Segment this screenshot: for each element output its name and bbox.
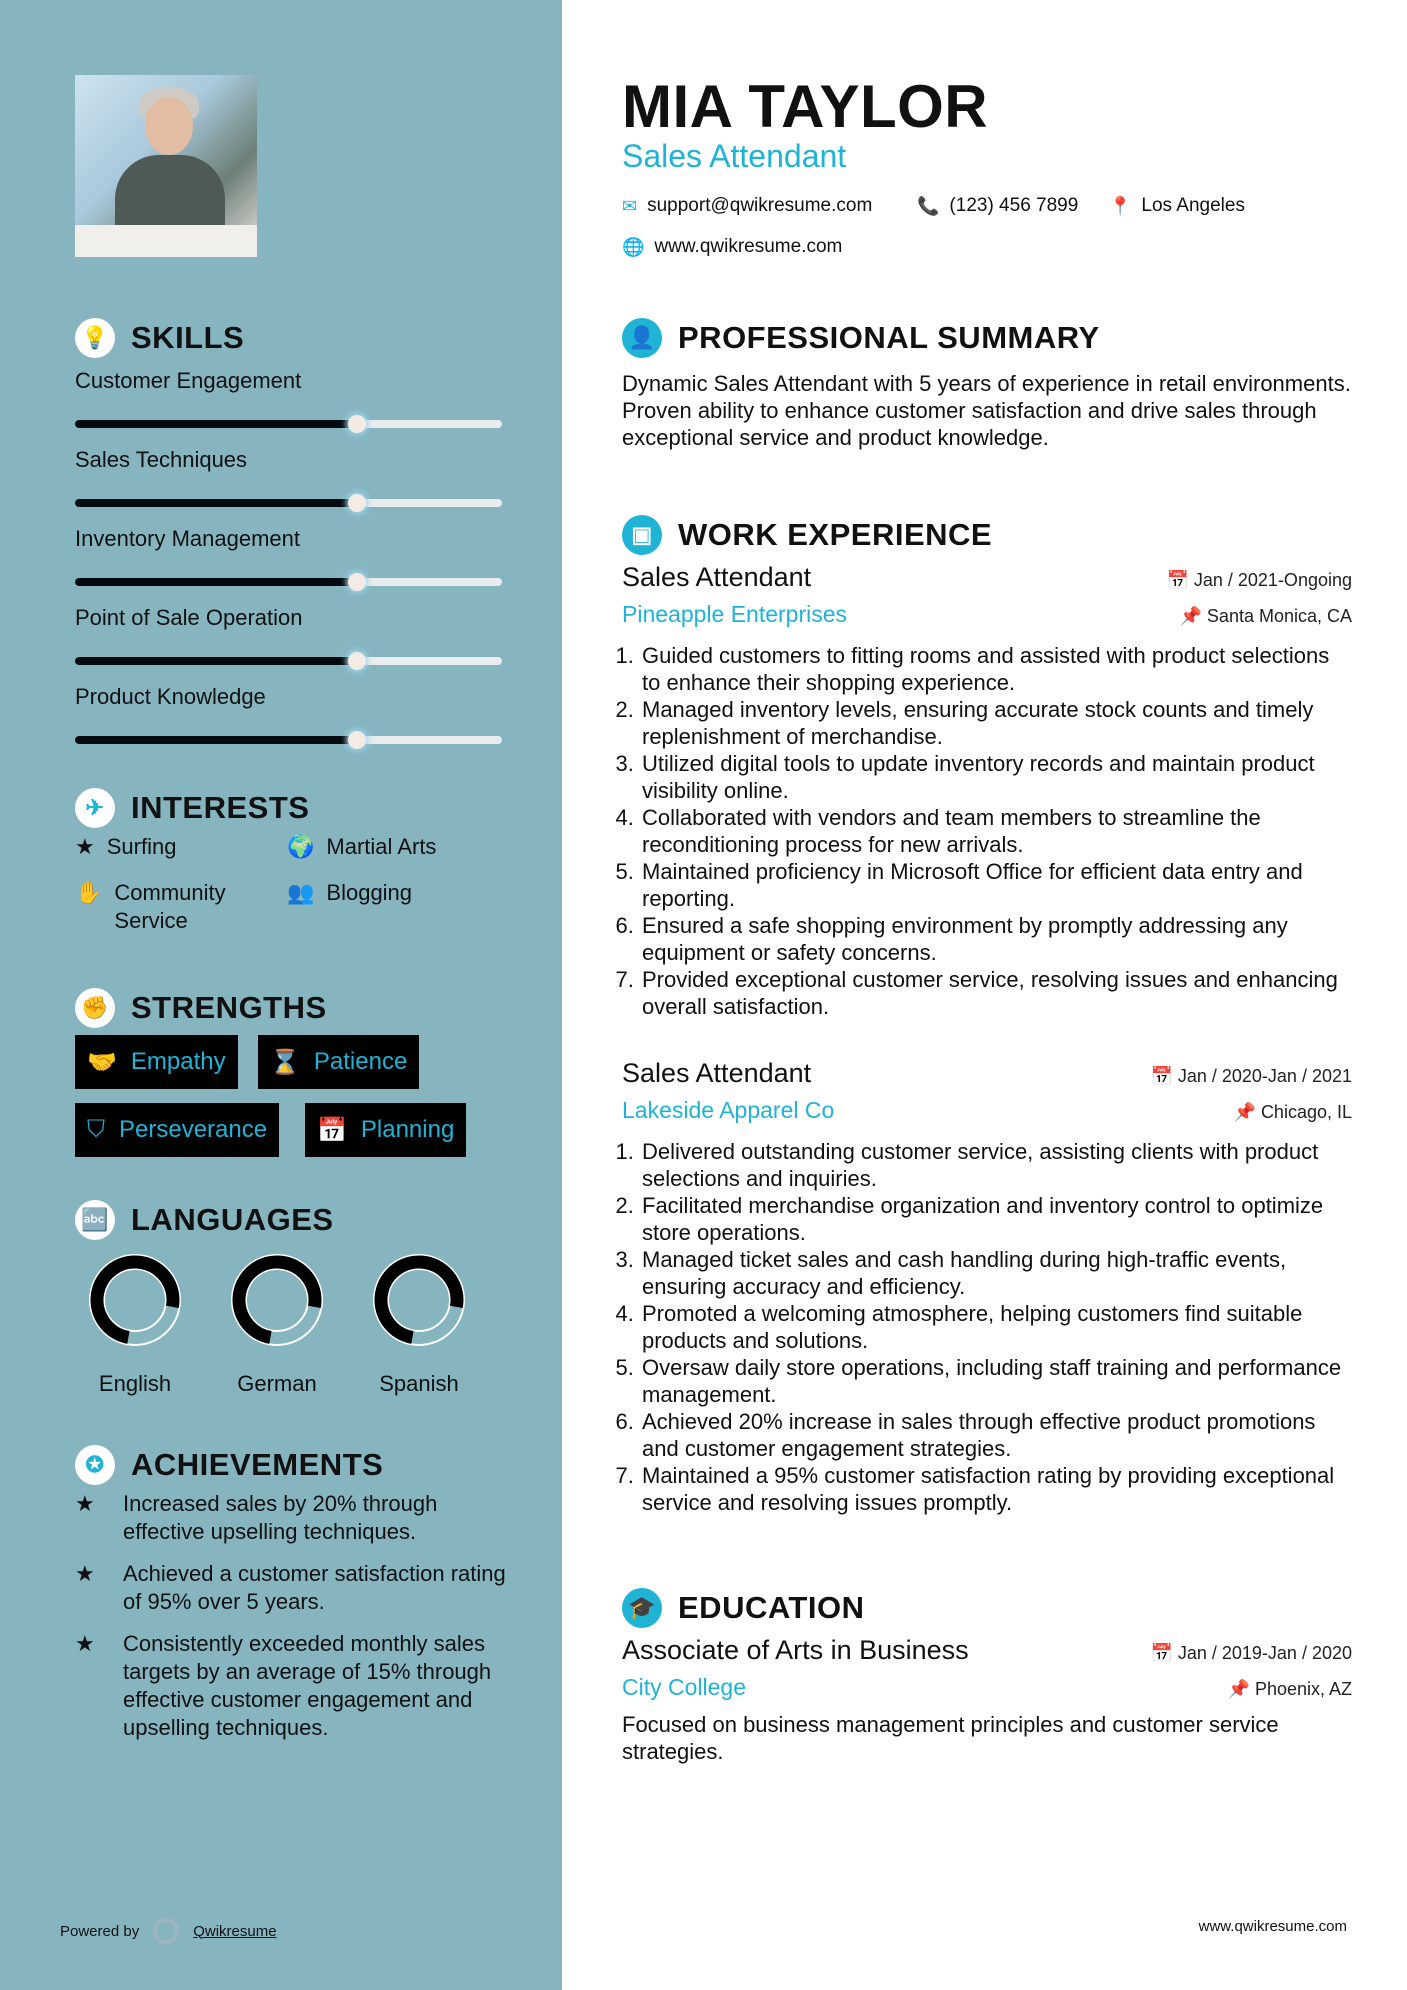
contact-website bbox=[622, 236, 842, 258]
summary-text: Dynamic Sales Attendant with 5 years of experience in retail environments. Proven ability to enhance customer satisfaction and drive sales through exceptional service and product knowledge. bbox=[622, 371, 1351, 450]
job-role: Sales Attendant bbox=[622, 562, 812, 592]
candidate-name: MIA TAYLOR bbox=[622, 73, 989, 140]
pin-icon: 📌 bbox=[1179, 606, 1207, 626]
interests-heading: ✈ INTERESTS bbox=[75, 788, 309, 828]
pin-icon: 📌 bbox=[1227, 1679, 1255, 1699]
sidebar bbox=[0, 0, 562, 1990]
skill-bar bbox=[75, 578, 502, 586]
language-label: German bbox=[237, 1371, 317, 1396]
experience-heading: ▣ WORK EXPERIENCE bbox=[622, 515, 992, 555]
job-bullet: 5. Maintained proficiency in Microsoft Office for efficient data entry and reporting. bbox=[640, 858, 1352, 912]
calendar-icon: 📅 bbox=[1166, 570, 1194, 590]
pin-icon: 📌 bbox=[1233, 1102, 1261, 1122]
skill-bar bbox=[75, 657, 502, 665]
interest-item: ★ Surfing bbox=[75, 834, 177, 859]
achievements-heading: ✪ ACHIEVEMENTS bbox=[75, 1445, 383, 1485]
job-bullet: 6. Ensured a safe shopping environment by promptly addressing any equipment or safety concerns. bbox=[640, 912, 1352, 966]
award-icon: ✪ bbox=[75, 1445, 115, 1485]
language-ring bbox=[222, 1245, 332, 1355]
job-bullet: 4. Collaborated with vendors and team members to streamline the reconditioning process for new arrivals. bbox=[640, 804, 1352, 858]
skill-label: Product Knowledge bbox=[75, 684, 266, 709]
skill-item bbox=[75, 526, 502, 586]
skill-bar-knob bbox=[348, 415, 366, 433]
job-entry bbox=[622, 562, 1352, 1020]
job-entry bbox=[622, 1058, 1352, 1516]
qwikresume-link[interactable]: Qwikresume bbox=[193, 1922, 277, 1940]
job-bullet: 4. Promoted a welcoming atmosphere, helping customers find suitable products and solutions. bbox=[640, 1300, 1352, 1354]
contact-location: 📍 Los Angeles bbox=[1109, 195, 1245, 216]
qwikresume-logo-icon bbox=[153, 1918, 179, 1944]
paper-plane-icon: ✈ bbox=[75, 788, 115, 828]
job-bullet: 2. Facilitated merchandise organization and inventory control to optimize store operations. bbox=[640, 1192, 1352, 1246]
skill-bar bbox=[75, 420, 502, 428]
users-icon: 👥 bbox=[287, 880, 315, 905]
star-award-icon: ★ bbox=[75, 1631, 95, 1656]
skill-label: Inventory Management bbox=[75, 526, 301, 551]
language-ring bbox=[80, 1245, 190, 1355]
job-bullet: 1. Guided customers to fitting rooms and assisted with product selections to enhance their shopping experience. bbox=[640, 642, 1352, 696]
skill-bar bbox=[75, 736, 502, 744]
interest-item: ✋ Community Service bbox=[75, 880, 226, 933]
language-item bbox=[364, 1245, 474, 1397]
job-bullet: 7. Maintained a 95% customer satisfaction rating by providing exceptional service and resolving issues promptly. bbox=[640, 1462, 1352, 1516]
skill-item bbox=[75, 605, 502, 665]
binoculars-icon: ⛉ bbox=[87, 1116, 105, 1143]
job-bullet: 5. Oversaw daily store operations, including staff training and performance management. bbox=[640, 1354, 1352, 1408]
star-award-icon: ★ bbox=[75, 1561, 95, 1586]
globe-icon: 🌍 bbox=[287, 834, 315, 859]
languages-heading: 🔤 LANGUAGES bbox=[75, 1200, 334, 1240]
strength-badge: 📅 Planning bbox=[305, 1103, 466, 1157]
job-location: Santa Monica, CA bbox=[1206, 606, 1352, 626]
star-award-icon: ★ bbox=[75, 1491, 95, 1516]
phone-icon: 📞 bbox=[917, 195, 940, 216]
language-label: Spanish bbox=[379, 1371, 459, 1396]
contact-email bbox=[622, 195, 872, 217]
powered-by: Powered by Qwikresume bbox=[60, 1918, 277, 1944]
graduate-icon: 🎓 bbox=[622, 1588, 662, 1628]
job-title: Sales Attendant bbox=[622, 138, 847, 174]
job-location: Chicago, IL bbox=[1260, 1102, 1352, 1122]
lightbulb-icon: 💡 bbox=[75, 318, 115, 358]
profile-photo bbox=[75, 75, 257, 257]
strengths-heading: ✊ STRENGTHS bbox=[75, 988, 327, 1028]
job-company: Lakeside Apparel Co bbox=[622, 1097, 835, 1123]
education-heading: 🎓 EDUCATION bbox=[622, 1588, 864, 1628]
job-bullet: 2. Managed inventory levels, ensuring accurate stock counts and timely replenishment of merchandise. bbox=[640, 696, 1352, 750]
envelope-icon: ✉ bbox=[622, 195, 638, 216]
strength-badge: ⛉ Perseverance bbox=[75, 1103, 279, 1157]
language-icon: 🔤 bbox=[75, 1200, 115, 1240]
skill-bar-fill bbox=[75, 657, 357, 665]
job-bullet: 6. Achieved 20% increase in sales through effective product promotions and customer engagement strategies. bbox=[640, 1408, 1352, 1462]
job-dates: Jan / 2020-Jan / 2021 bbox=[1177, 1066, 1352, 1086]
main-content bbox=[562, 0, 1407, 1990]
education-entry: Associate of Arts in Business 📅 Jan / 2019-Jan / 2020 City College 📌 Phoenix, AZ Focused on business management principles and customer service strategies. bbox=[622, 1635, 1352, 1764]
fist-icon: ✊ bbox=[75, 988, 115, 1028]
skill-bar-fill bbox=[75, 499, 357, 507]
skill-bar-knob bbox=[348, 573, 366, 591]
skills-heading: 💡 SKILLS bbox=[75, 318, 244, 358]
hand-icon: ✋ bbox=[75, 880, 103, 905]
skill-item bbox=[75, 368, 502, 428]
skill-item bbox=[75, 684, 502, 744]
language-ring bbox=[364, 1245, 474, 1355]
summary-heading: 👤 PROFESSIONAL SUMMARY bbox=[622, 318, 1100, 358]
job-bullet: 3. Utilized digital tools to update inventory records and maintain product visibility online. bbox=[640, 750, 1352, 804]
job-bullets bbox=[622, 642, 1352, 1020]
job-bullet: 7. Provided exceptional customer service, resolving issues and enhancing overall satisfaction. bbox=[640, 966, 1352, 1020]
skill-label: Point of Sale Operation bbox=[75, 605, 303, 630]
interest-item: 🌍 Martial Arts bbox=[287, 834, 437, 859]
star-icon: ★ bbox=[75, 834, 95, 859]
job-bullet: 3. Managed ticket sales and cash handling during high-traffic events, ensuring accuracy and efficiency. bbox=[640, 1246, 1352, 1300]
email-link[interactable]: support@qwikresume.com bbox=[647, 195, 873, 216]
job-bullet: 1. Delivered outstanding customer service, assisting clients with product selections and inquiries. bbox=[640, 1138, 1352, 1192]
handshake-icon: 🤝 bbox=[87, 1048, 117, 1076]
globe-icon: 🌐 bbox=[622, 236, 645, 257]
contact-phone: 📞 (123) 456 7899 bbox=[917, 195, 1079, 216]
strength-badge: 🤝 Empathy bbox=[75, 1035, 238, 1089]
job-role: Sales Attendant bbox=[622, 1058, 812, 1088]
skill-bar-fill bbox=[75, 578, 357, 586]
job-dates: Jan / 2021-Ongoing bbox=[1193, 570, 1352, 590]
footer-website: www.qwikresume.com bbox=[1198, 1918, 1347, 1935]
achievement-item: ★ Achieved a customer satisfaction rating of 95% over 5 years. bbox=[75, 1561, 506, 1614]
strength-badge: ⌛ Patience bbox=[258, 1035, 419, 1089]
skill-bar-knob bbox=[348, 731, 366, 749]
skill-bar-knob bbox=[348, 652, 366, 670]
calendar-icon: 📅 bbox=[1150, 1643, 1178, 1663]
interest-item: 👥 Blogging bbox=[287, 880, 413, 905]
calendar-icon: 📅 bbox=[317, 1116, 347, 1144]
skill-bar-knob bbox=[348, 494, 366, 512]
website-link[interactable]: www.qwikresume.com bbox=[654, 236, 843, 257]
skill-bar bbox=[75, 499, 502, 507]
skill-label: Customer Engagement bbox=[75, 368, 302, 393]
map-pin-icon: 📍 bbox=[1109, 195, 1132, 216]
hourglass-icon: ⌛ bbox=[270, 1048, 300, 1076]
language-item bbox=[80, 1245, 190, 1397]
achievement-item: ★ Consistently exceeded monthly sales targets by an average of 15% through effective customer engagement and upselling techniques. bbox=[75, 1631, 492, 1740]
skill-item bbox=[75, 447, 502, 507]
calendar-icon: 📅 bbox=[1150, 1066, 1178, 1086]
job-company: Pineapple Enterprises bbox=[622, 601, 848, 627]
skill-label: Sales Techniques bbox=[75, 447, 248, 472]
language-label: English bbox=[98, 1371, 172, 1396]
achievement-item: ★ Increased sales by 20% through effective upselling techniques. bbox=[75, 1491, 438, 1544]
skill-bar-fill bbox=[75, 420, 357, 428]
language-item bbox=[222, 1245, 332, 1397]
skill-bar-fill bbox=[75, 736, 357, 744]
user-icon: 👤 bbox=[622, 318, 662, 358]
presenter-icon: ▣ bbox=[622, 515, 662, 555]
job-bullets bbox=[622, 1138, 1352, 1516]
